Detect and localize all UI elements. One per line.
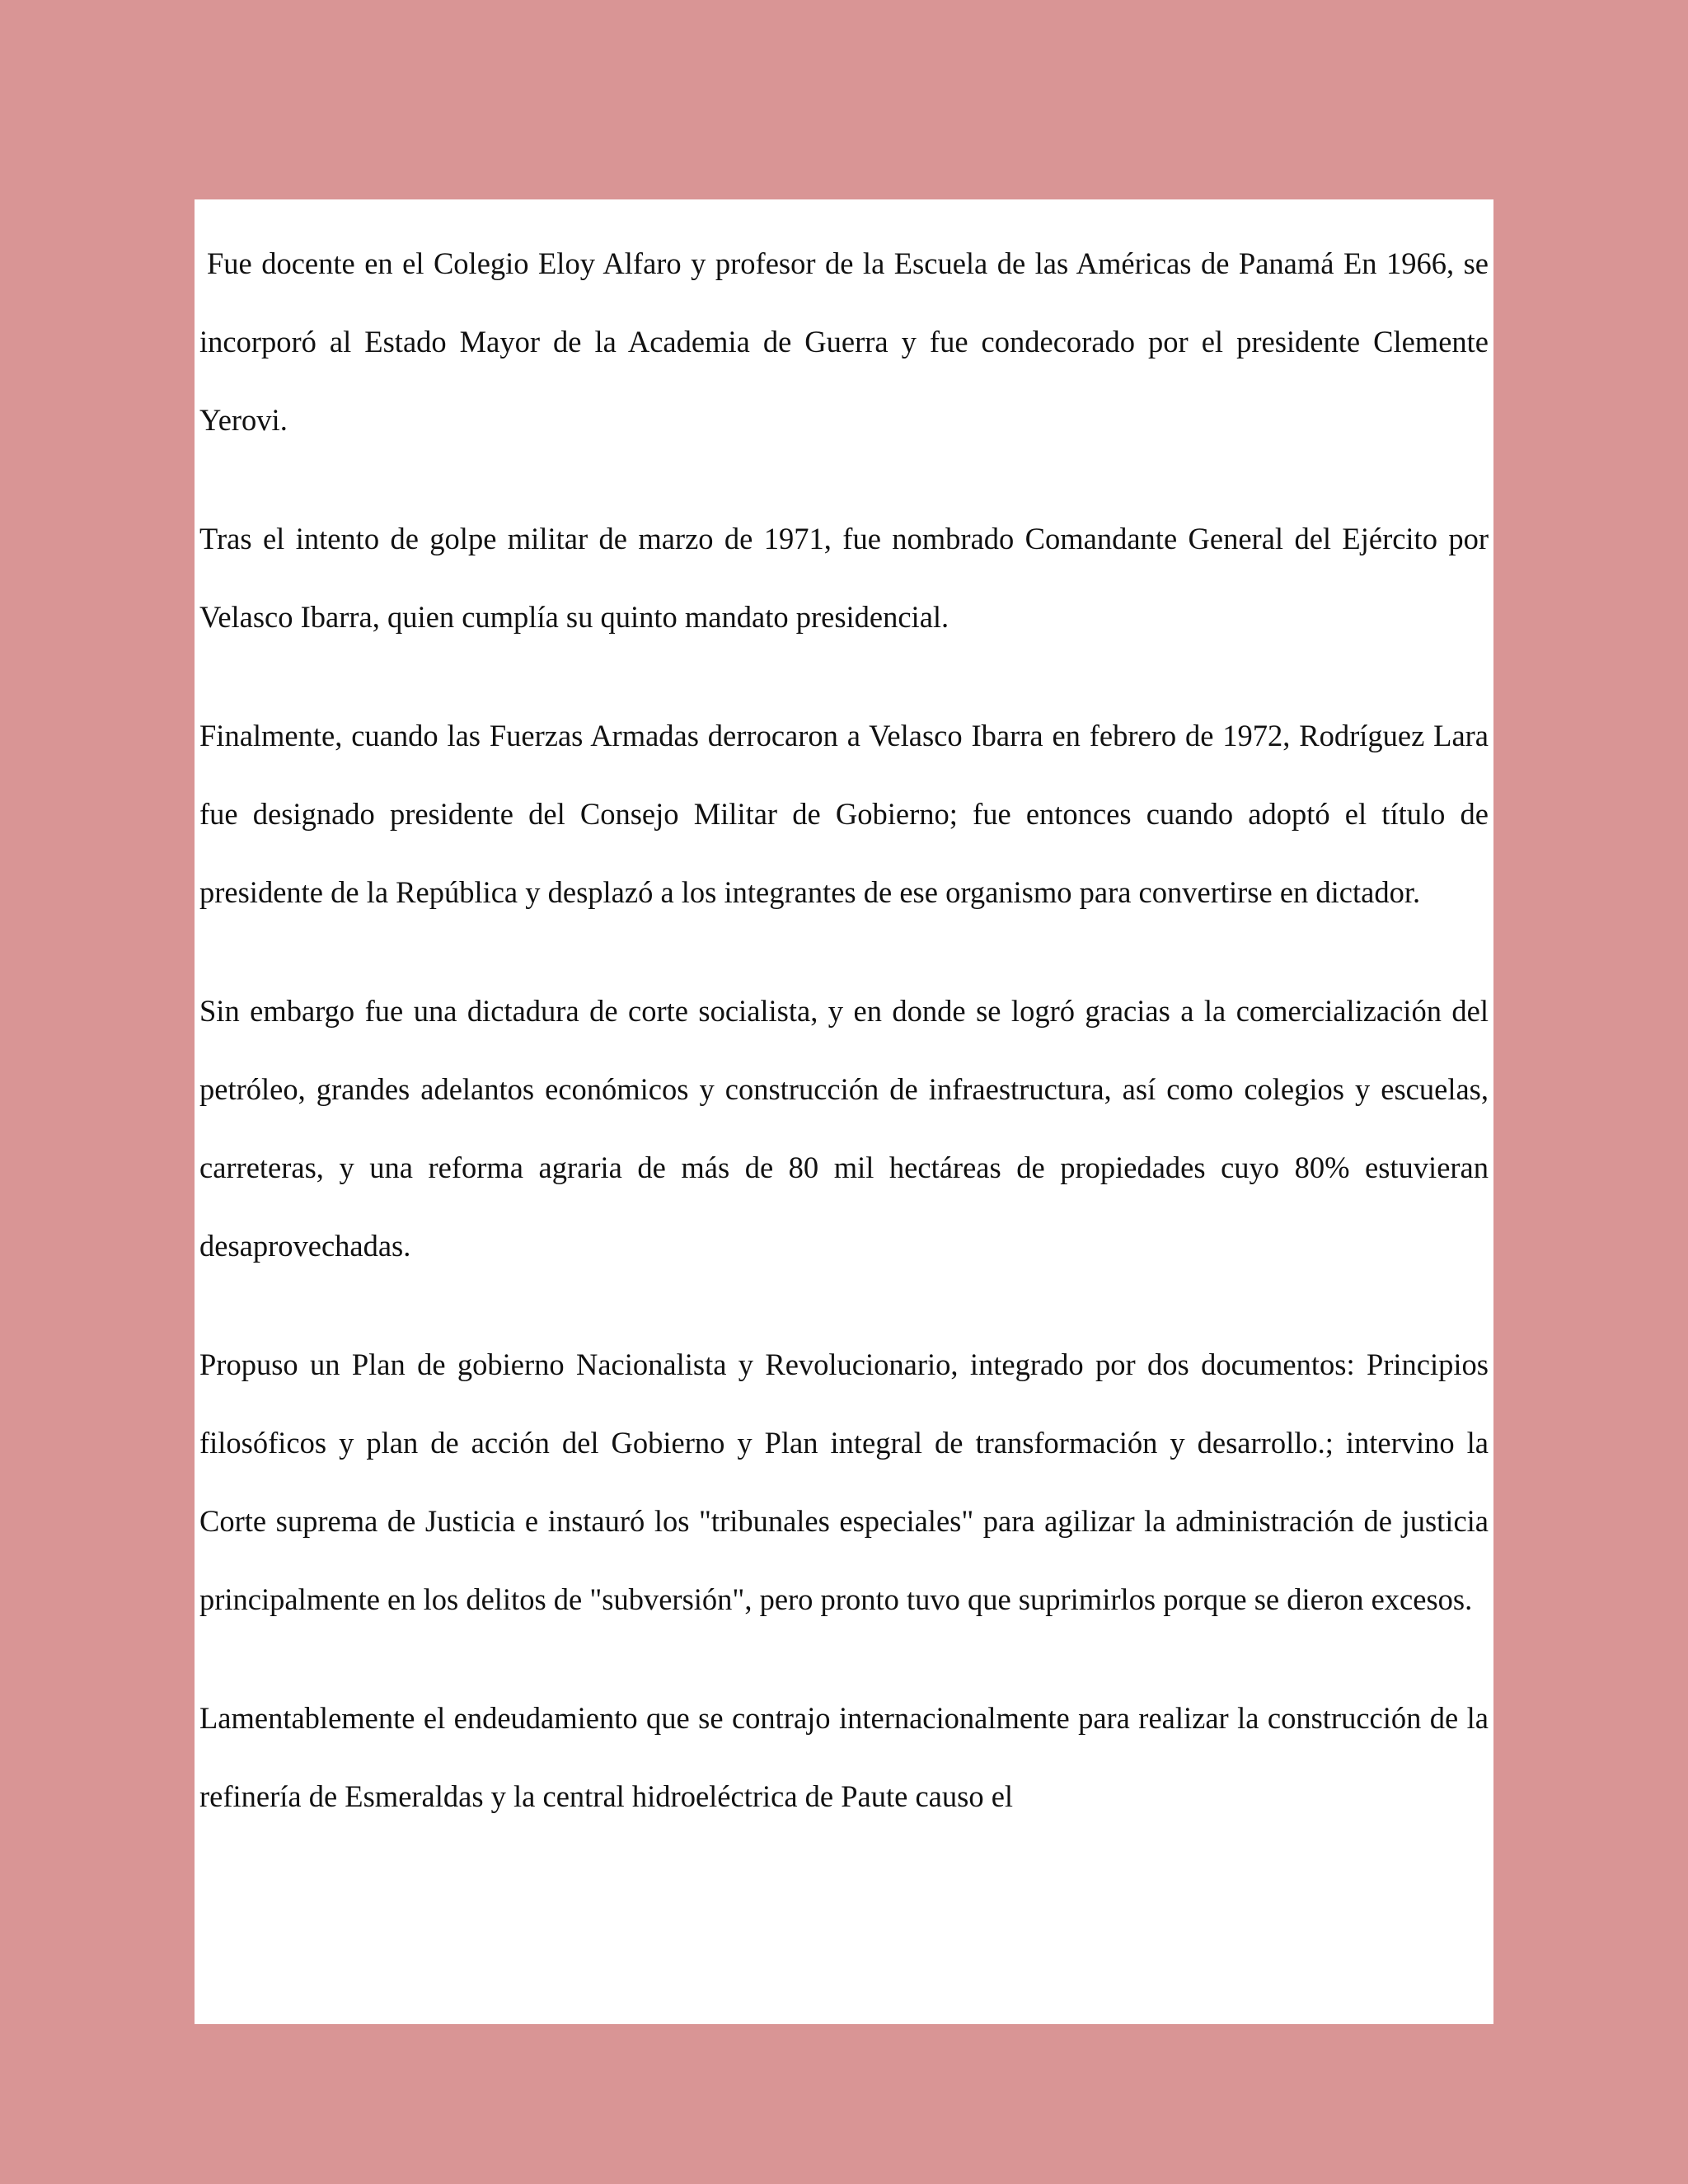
paragraph-6: Lamentablemente el endeudamiento que se contrajo internacionalmente para realizar la construcción de la refinería de Esmeraldas y la central hidroeléctrica de Paute causo el [199, 1701, 1489, 1813]
paragraph-2: Tras el intento de golpe militar de marzo de 1971, fue nombrado Comandante General del Ejército por Velasco Ibarra, quien cumplía su quinto mandato presidencial. [199, 522, 1489, 634]
document-body [199, 224, 1489, 1876]
document-page [195, 199, 1493, 2024]
paragraph-4: Sin embargo fue una dictadura de corte socialista, y en donde se logró gracias a la comercialización del petróleo, grandes adelantos económicos y construcción de infraestructura, así como colegios y escuelas, carreteras, y una reforma agraria de más de 80 mil hectáreas de propiedades cuyo 80% estuvieran desaprovechadas. [199, 994, 1489, 1263]
paragraph-5: Propuso un Plan de gobierno Nacionalista y Revolucionario, integrado por dos documentos: Principios filosóficos y plan de acción del Gobierno y Plan integral de transformación y desarrollo.; intervino la Corte suprema de Justicia e instauró los "tribunales especiales" para agilizar la administración de justicia principalmente en los delitos de "subversión", pero pronto tuvo que suprimirlos porque se dieron excesos. [199, 1347, 1489, 1616]
paragraph-3: Finalmente, cuando las Fuerzas Armadas derrocaron a Velasco Ibarra en febrero de 1972, Rodríguez Lara fue designado presidente del Consejo Militar de Gobierno; fue entonces cuando adoptó el título de presidente de la República y desplazó a los integrantes de ese organismo para convertirse en dictador. [199, 719, 1489, 909]
paragraph-1: Fue docente en el Colegio Eloy Alfaro y profesor de la Escuela de las Américas de Panamá En 1966, se incorporó al Estado Mayor de la Academia de Guerra y fue condecorado por el presidente Clemente Yerovi. [199, 246, 1489, 437]
